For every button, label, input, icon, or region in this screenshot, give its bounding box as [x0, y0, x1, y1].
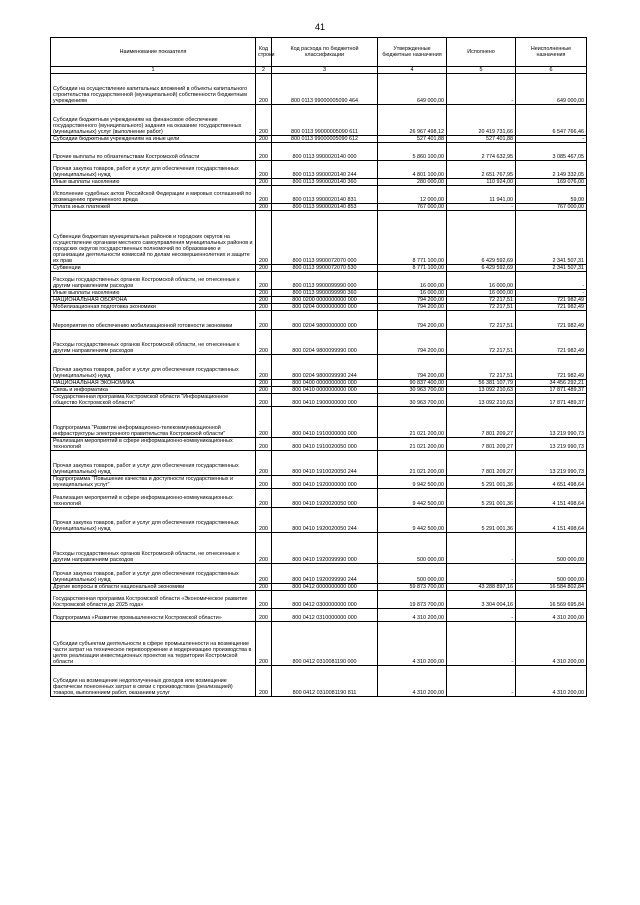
column-number: 6 — [516, 67, 587, 74]
row-unexecuted: 2 149 332,05 — [516, 161, 587, 179]
row-approved: 19 873 700,00 — [378, 591, 447, 609]
row-name: Прочая закупка товаров, работ и услуг для обеспечения государственных (муниципальных) нужд — [51, 564, 256, 584]
row-executed: 3 304 004,16 — [447, 591, 516, 609]
table-row — [51, 143, 587, 161]
row-executed: 72 217,51 — [447, 297, 516, 304]
row-approved: 21 021 200,00 — [378, 407, 447, 438]
row-unexecuted: - — [516, 136, 587, 143]
row-executed: 7 801 209,27 — [447, 407, 516, 438]
row-line-code: 200 — [256, 297, 272, 304]
row-approved: 30 963 700,00 — [378, 394, 447, 407]
row-executed: 72 217,51 — [447, 311, 516, 330]
row-name: Субвенции — [51, 265, 256, 272]
row-approved: 26 967 498,12 — [378, 105, 447, 136]
row-budget-code: 800 0204 9800000000 000 — [272, 311, 378, 330]
row-approved: 9 442 500,00 — [378, 489, 447, 508]
row-executed: 5 291 001,36 — [447, 489, 516, 508]
row-budget-code: 800 0410 1920020050 244 — [272, 508, 378, 533]
row-unexecuted: 169 076,00 — [516, 179, 587, 186]
row-executed: 20 419 731,66 — [447, 105, 516, 136]
row-name: Расходы государственных органов Костромской области, не отнесенные к другим направлениям расходов — [51, 533, 256, 564]
table-row — [51, 591, 587, 609]
row-budget-code: 800 0113 9900020140 853 — [272, 204, 378, 211]
row-unexecuted: 17 871 489,37 — [516, 387, 587, 394]
row-approved: 649 000,00 — [378, 74, 447, 105]
row-name: Иные выплаты населению — [51, 290, 256, 297]
row-name: Расходы государственных органов Костромской области, не отнесенные к другим направлениям расходов — [51, 330, 256, 355]
row-budget-code: 800 0410 1910000000 000 — [272, 407, 378, 438]
row-unexecuted: - — [516, 272, 587, 290]
row-budget-code: 800 0412 0310000000 000 — [272, 609, 378, 622]
row-line-code: 200 — [256, 438, 272, 451]
row-approved: 500 000,00 — [378, 533, 447, 564]
table-header-row — [51, 38, 587, 67]
row-line-code: 200 — [256, 564, 272, 584]
row-approved: 767 000,00 — [378, 204, 447, 211]
column-number: 3 — [272, 67, 378, 74]
row-name: Реализация мероприятий в сфере информационно-коммуникационных технологий — [51, 489, 256, 508]
row-approved: 90 837 400,00 — [378, 380, 447, 387]
table-row — [51, 186, 587, 204]
table-row — [51, 476, 587, 489]
row-name: Связь и информатика — [51, 387, 256, 394]
row-executed: - — [447, 609, 516, 622]
row-name: Субсидии на осуществление капитальных вложений в объекты капитального строительства государственной (муниципальной) собственности бюджетным учреждениям — [51, 74, 256, 105]
row-unexecuted: 16 584 802,84 — [516, 584, 587, 591]
row-name: Иные выплаты населению — [51, 179, 256, 186]
row-budget-code: 800 0113 9900020140 831 — [272, 186, 378, 204]
row-budget-code: 800 0113 99000005090 611 — [272, 105, 378, 136]
row-approved: 30 963 700,00 — [378, 387, 447, 394]
row-unexecuted: 6 547 766,46 — [516, 105, 587, 136]
row-executed: 72 217,51 — [447, 304, 516, 311]
table-row — [51, 508, 587, 533]
row-executed: 2 774 632,95 — [447, 143, 516, 161]
row-executed: - — [447, 564, 516, 584]
row-executed: 13 092 210,63 — [447, 387, 516, 394]
row-name: Прочая закупка товаров, работ и услуг для обеспечения государственных (муниципальных) нужд — [51, 508, 256, 533]
row-name: Реализация мероприятий в сфере информационно-коммуникационных технологий — [51, 438, 256, 451]
row-name: Субсидии на возмещение недополученных доходов или возмещение фактически понесенных затрат в связи с производством (реализацией) товаров, выполнением работ, оказанием услуг — [51, 666, 256, 697]
row-executed: 56 381 107,79 — [447, 380, 516, 387]
row-name: Мобилизационная подготовка экономики — [51, 304, 256, 311]
row-budget-code: 800 0113 9900020140 000 — [272, 143, 378, 161]
row-unexecuted: 2 341 507,31 — [516, 211, 587, 265]
row-budget-code: 800 0410 1920099990 244 — [272, 564, 378, 584]
row-approved: 280 000,00 — [378, 179, 447, 186]
row-executed: 2 651 767,95 — [447, 161, 516, 179]
row-line-code: 200 — [256, 584, 272, 591]
row-approved: 4 310 200,00 — [378, 622, 447, 666]
row-unexecuted: 721 982,49 — [516, 297, 587, 304]
row-name: Субсидии субъектам деятельности в сфере промышленности на возмещение части затрат на техническое перевооружение и модернизацию производства в целях реализации инвестиционных проектов на территории Костромской области — [51, 622, 256, 666]
row-line-code: 200 — [256, 666, 272, 697]
row-approved: 794 200,00 — [378, 330, 447, 355]
row-approved: 794 200,00 — [378, 304, 447, 311]
row-budget-code: 800 0204 9800099990 000 — [272, 330, 378, 355]
row-budget-code: 800 0113 9900099990 360 — [272, 290, 378, 297]
row-approved: 21 021 200,00 — [378, 451, 447, 476]
row-executed: 6 429 592,69 — [447, 211, 516, 265]
row-line-code: 200 — [256, 186, 272, 204]
row-budget-code: 800 0113 99000005090 612 — [272, 136, 378, 143]
table-row — [51, 438, 587, 451]
table-row — [51, 179, 587, 186]
row-line-code: 200 — [256, 179, 272, 186]
column-number: 2 — [256, 67, 272, 74]
row-line-code: 200 — [256, 136, 272, 143]
row-unexecuted: 721 982,49 — [516, 330, 587, 355]
column-numbers-row — [51, 67, 587, 74]
row-unexecuted: 17 871 489,37 — [516, 394, 587, 407]
row-name: Исполнение судебных актов Российской Федерации и мировых соглашений по возмещению причиненного вреда — [51, 186, 256, 204]
row-name: Государственная программа Костромской области «Экономическое развитие Костромской области до 2025 года» — [51, 591, 256, 609]
table-row — [51, 161, 587, 179]
table-row — [51, 355, 587, 380]
row-name: Подпрограмма "Развитие информационно-телекоммуникационной инфраструктуры электронного правительства Костромской области" — [51, 407, 256, 438]
row-unexecuted: 4 151 498,64 — [516, 489, 587, 508]
row-budget-code: 800 0113 9900072070 530 — [272, 265, 378, 272]
row-executed: 43 288 897,16 — [447, 584, 516, 591]
row-unexecuted: 13 219 990,73 — [516, 407, 587, 438]
row-name: НАЦИОНАЛЬНАЯ ОБОРОНА — [51, 297, 256, 304]
row-budget-code: 800 0113 9900020140 244 — [272, 161, 378, 179]
table-row — [51, 74, 587, 105]
row-line-code: 200 — [256, 290, 272, 297]
row-executed: - — [447, 74, 516, 105]
row-unexecuted: 721 982,49 — [516, 355, 587, 380]
row-executed: - — [447, 666, 516, 697]
header-code: Код расхода по бюджетной классификации — [272, 38, 378, 67]
row-line-code: 200 — [256, 394, 272, 407]
header-line: Код строки — [256, 38, 272, 67]
header-approved: Утвержденные бюджетные назначения — [378, 38, 447, 67]
row-name: Субсидии бюджетным учреждениям на финансовое обеспечение государственного (муниципального) задания на оказание государственных (муниципальных) услуг (выполнение работ) — [51, 105, 256, 136]
row-line-code: 200 — [256, 609, 272, 622]
row-unexecuted: 4 151 498,64 — [516, 508, 587, 533]
row-line-code: 200 — [256, 508, 272, 533]
row-name: Субвенции бюджетам муниципальных районов и городских округов на осуществление органами местного самоуправления муниципальных районов и городских округов государственных полномочий по образованию и организации деятельности комиссий по делам несовершеннолетних и защите их прав — [51, 211, 256, 265]
table-row — [51, 265, 587, 272]
row-unexecuted: 4 310 200,00 — [516, 622, 587, 666]
row-executed: 7 801 209,27 — [447, 438, 516, 451]
row-executed: 5 291 001,36 — [447, 476, 516, 489]
row-executed: 13 092 210,63 — [447, 394, 516, 407]
row-name: НАЦИОНАЛЬНАЯ ЭКОНОМИКА — [51, 380, 256, 387]
row-budget-code: 800 0400 0000000000 000 — [272, 380, 378, 387]
row-line-code: 200 — [256, 105, 272, 136]
row-approved: 794 200,00 — [378, 355, 447, 380]
row-approved: 5 860 100,00 — [378, 143, 447, 161]
table-row — [51, 584, 587, 591]
row-executed: - — [447, 622, 516, 666]
row-budget-code: 800 0410 1920099990 000 — [272, 533, 378, 564]
row-line-code: 200 — [256, 489, 272, 508]
row-approved: 527 401,88 — [378, 136, 447, 143]
row-unexecuted: 4 310 200,00 — [516, 666, 587, 697]
row-name: Уплата иных платежей — [51, 204, 256, 211]
row-line-code: 200 — [256, 476, 272, 489]
row-unexecuted: 500 000,00 — [516, 564, 587, 584]
row-budget-code: 800 0410 1920000000 000 — [272, 476, 378, 489]
row-approved: 4 801 100,00 — [378, 161, 447, 179]
row-executed: 11 941,00 — [447, 186, 516, 204]
row-budget-code: 800 0412 0310081190 811 — [272, 666, 378, 697]
row-executed: 72 217,51 — [447, 330, 516, 355]
table-row — [51, 204, 587, 211]
row-unexecuted: 13 219 990,73 — [516, 451, 587, 476]
row-executed: - — [447, 533, 516, 564]
row-name: Другие вопросы в области национальной экономики — [51, 584, 256, 591]
row-executed: 72 217,51 — [447, 355, 516, 380]
row-budget-code: 800 0410 1920020050 000 — [272, 489, 378, 508]
row-unexecuted: 16 569 695,84 — [516, 591, 587, 609]
header-name: Наименование показателя — [51, 38, 256, 67]
table-row — [51, 297, 587, 304]
row-name: Подпрограмма "Повышение качества и доступности государственных и муниципальных услуг" — [51, 476, 256, 489]
row-line-code: 200 — [256, 407, 272, 438]
table-row — [51, 311, 587, 330]
row-line-code: 200 — [256, 330, 272, 355]
row-line-code: 200 — [256, 211, 272, 265]
row-budget-code: 800 0410 1910020050 244 — [272, 451, 378, 476]
row-budget-code: 800 0200 0000000000 000 — [272, 297, 378, 304]
row-approved: 16 000,00 — [378, 290, 447, 297]
row-line-code: 200 — [256, 161, 272, 179]
row-approved: 4 310 200,00 — [378, 666, 447, 697]
row-approved: 794 200,00 — [378, 297, 447, 304]
row-approved: 500 000,00 — [378, 564, 447, 584]
row-approved: 4 310 200,00 — [378, 609, 447, 622]
row-name: Прочие выплаты по обязательствам Костромской области — [51, 143, 256, 161]
row-budget-code: 800 0113 99000005090 464 — [272, 74, 378, 105]
table-row — [51, 387, 587, 394]
row-budget-code: 800 0412 0300000000 000 — [272, 591, 378, 609]
header-unexecuted: Неисполненные назначения — [516, 38, 587, 67]
row-approved: 8 771 100,00 — [378, 211, 447, 265]
row-name: Прочая закупка товаров, работ и услуг для обеспечения государственных (муниципальных) нужд — [51, 451, 256, 476]
row-name: Государственная программа Костромской области "Информационное общество Костромской области" — [51, 394, 256, 407]
row-name: Расходы государственных органов Костромской области, не отнесенные к другим направлениям расходов — [51, 272, 256, 290]
row-unexecuted: 34 456 292,21 — [516, 380, 587, 387]
table-row — [51, 105, 587, 136]
row-name: Подпрограмма «Развитие промышленности Костромской области» — [51, 609, 256, 622]
row-budget-code: 800 0113 9900072070 000 — [272, 211, 378, 265]
row-unexecuted: 649 000,00 — [516, 74, 587, 105]
table-row — [51, 272, 587, 290]
row-executed: 6 429 592,69 — [447, 265, 516, 272]
row-budget-code: 800 0410 0000000000 000 — [272, 387, 378, 394]
row-unexecuted: 4 310 200,00 — [516, 609, 587, 622]
row-executed: - — [447, 204, 516, 211]
table-row — [51, 489, 587, 508]
row-budget-code: 800 0412 0000000000 000 — [272, 584, 378, 591]
row-budget-code: 800 0204 0000000000 000 — [272, 304, 378, 311]
table-row — [51, 394, 587, 407]
row-executed: 7 801 209,27 — [447, 451, 516, 476]
row-name: Прочая закупка товаров, работ и услуг для обеспечения государственных (муниципальных) нужд — [51, 355, 256, 380]
table-row — [51, 407, 587, 438]
row-line-code: 200 — [256, 204, 272, 211]
row-name: Прочая закупка товаров, работ и услуг для обеспечения государственных (муниципальных) нужд — [51, 161, 256, 179]
row-approved: 9 942 500,00 — [378, 476, 447, 489]
table-row — [51, 622, 587, 666]
column-number: 5 — [447, 67, 516, 74]
row-executed: 110 924,00 — [447, 179, 516, 186]
header-executed: Исполнено — [447, 38, 516, 67]
row-line-code: 200 — [256, 591, 272, 609]
row-unexecuted: 721 982,49 — [516, 304, 587, 311]
table-row — [51, 136, 587, 143]
row-unexecuted: - — [516, 290, 587, 297]
page-number: 41 — [314, 22, 325, 32]
row-approved: 12 000,00 — [378, 186, 447, 204]
row-unexecuted: 4 651 498,64 — [516, 476, 587, 489]
row-name: Субсидии бюджетным учреждениям на иные цели — [51, 136, 256, 143]
row-line-code: 200 — [256, 622, 272, 666]
row-line-code: 200 — [256, 74, 272, 105]
table-row — [51, 380, 587, 387]
row-line-code: 200 — [256, 143, 272, 161]
row-unexecuted: 767 000,00 — [516, 204, 587, 211]
row-unexecuted: 500 000,00 — [516, 533, 587, 564]
row-budget-code: 800 0204 9800099990 244 — [272, 355, 378, 380]
row-line-code: 200 — [256, 311, 272, 330]
table-row — [51, 564, 587, 584]
row-budget-code: 800 0113 9900099990 000 — [272, 272, 378, 290]
table-row — [51, 666, 587, 697]
table-row — [51, 533, 587, 564]
row-line-code: 200 — [256, 265, 272, 272]
row-approved: 16 000,00 — [378, 272, 447, 290]
row-line-code: 200 — [256, 387, 272, 394]
row-approved: 9 442 500,00 — [378, 508, 447, 533]
row-executed: 16 000,00 — [447, 272, 516, 290]
row-budget-code: 800 0410 1910020050 000 — [272, 438, 378, 451]
table-row — [51, 211, 587, 265]
row-executed: 5 291 001,36 — [447, 508, 516, 533]
row-approved: 8 771 100,00 — [378, 265, 447, 272]
row-line-code: 200 — [256, 304, 272, 311]
table-row — [51, 330, 587, 355]
row-unexecuted: 2 341 507,31 — [516, 265, 587, 272]
column-number: 1 — [51, 67, 256, 74]
row-line-code: 200 — [256, 272, 272, 290]
table-row — [51, 451, 587, 476]
table-row — [51, 609, 587, 622]
budget-execution-table — [50, 37, 587, 697]
row-line-code: 200 — [256, 451, 272, 476]
row-line-code: 200 — [256, 355, 272, 380]
column-number: 4 — [378, 67, 447, 74]
row-budget-code: 800 0412 0310081190 000 — [272, 622, 378, 666]
row-approved: 21 021 200,00 — [378, 438, 447, 451]
row-line-code: 200 — [256, 380, 272, 387]
row-unexecuted: 59,00 — [516, 186, 587, 204]
row-executed: 527 401,88 — [447, 136, 516, 143]
row-budget-code: 800 0410 1900000000 000 — [272, 394, 378, 407]
row-approved: 794 200,00 — [378, 311, 447, 330]
row-unexecuted: 721 982,49 — [516, 311, 587, 330]
row-name: Мероприятия по обеспечению мобилизационной готовности экономики — [51, 311, 256, 330]
table-row — [51, 290, 587, 297]
row-line-code: 200 — [256, 533, 272, 564]
row-approved: 59 873 700,00 — [378, 584, 447, 591]
row-unexecuted: 13 219 990,73 — [516, 438, 587, 451]
row-executed: 16 000,00 — [447, 290, 516, 297]
row-unexecuted: 3 085 467,05 — [516, 143, 587, 161]
row-budget-code: 800 0113 9900020140 360 — [272, 179, 378, 186]
table-row — [51, 304, 587, 311]
